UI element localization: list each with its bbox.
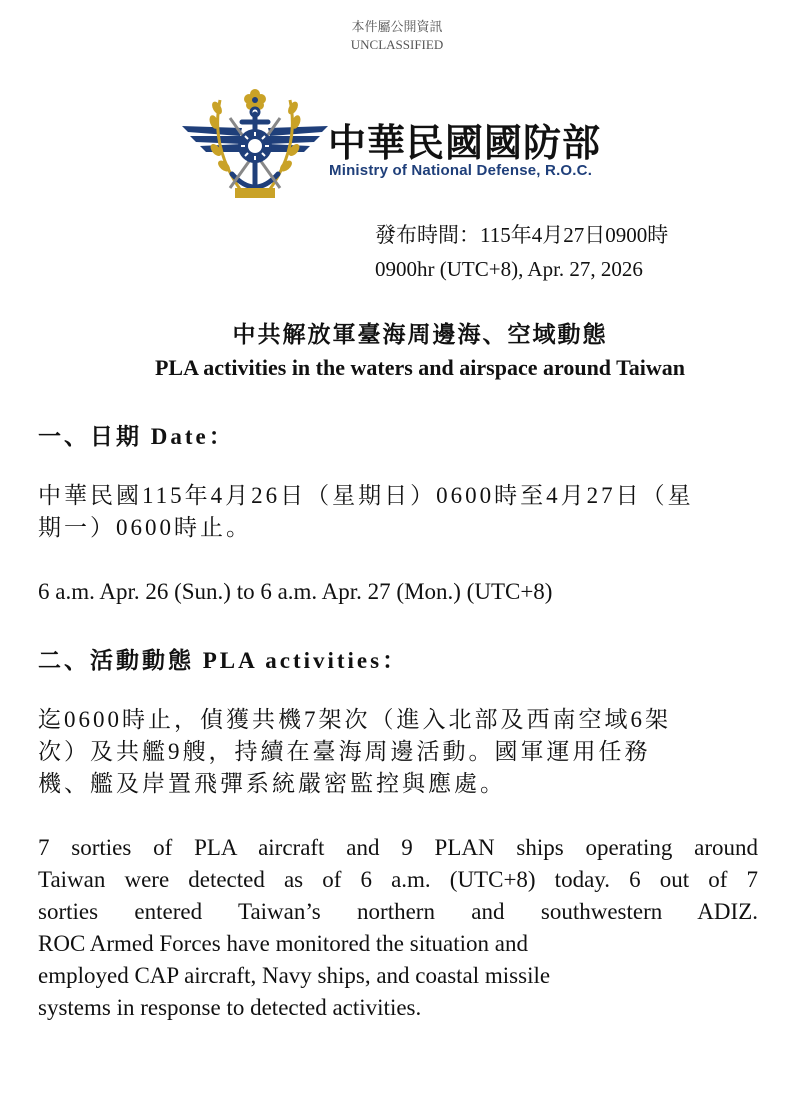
section-date-zh-line: 中華民國115年4月26日（星期日）0600時至4月27日（星 xyxy=(38,483,694,508)
section-activities-en-line: systems in response to detected activities. xyxy=(38,995,422,1020)
title-en: PLA activities in the waters and airspace around Taiwan xyxy=(154,355,686,380)
section-date-en: 6 a.m. Apr. 26 (Sun.) to 6 a.m. Apr. 27 (Mon.) (UTC+8) xyxy=(38,579,553,604)
section-activities-en xyxy=(38,832,758,1024)
section-date-zh xyxy=(38,480,758,544)
title-zh: 中共解放軍臺海周邊海、空域動態 xyxy=(232,322,608,347)
mnd-emblem-icon xyxy=(180,88,330,206)
release-time-zh: 發布時間：115年4月27日0900時 xyxy=(375,223,669,247)
section-activities-en-line: employed CAP aircraft, Navy ships, and coastal missile xyxy=(38,963,551,988)
classification-banner xyxy=(0,18,794,54)
document-title xyxy=(0,318,794,384)
section-activities-zh-line: 迄0600時止，偵獲共機7架次（進入北部及西南空域6架 xyxy=(38,707,671,732)
release-time-en: 0900hr (UTC+8), Apr. 27, 2026 xyxy=(375,257,643,281)
section-activities-zh-line: 次）及共艦9艘，持續在臺海周邊活動。國軍運用任務 xyxy=(38,739,651,764)
section-date-heading: 一、日期 Date： xyxy=(38,424,235,449)
section-activities-en-line: sorties entered Taiwan’s northern and southwestern ADIZ. xyxy=(38,899,758,924)
section-activities-zh xyxy=(38,704,758,800)
section-activities-en-line: 7 sorties of PLA aircraft and 9 PLAN ships operating around xyxy=(38,835,758,860)
classification-en: UNCLASSIFIED xyxy=(350,37,444,52)
section-activities-zh-line: 機、艦及岸置飛彈系統嚴密監控與應處。 xyxy=(38,771,506,796)
section-activities-en-line: ROC Armed Forces have monitored the situation and xyxy=(38,931,528,956)
org-name-zh: 中華民國國防部 xyxy=(328,121,602,165)
section-date-zh-line: 期一）0600時止。 xyxy=(38,515,252,540)
classification-zh: 本件屬公開資訊 xyxy=(351,19,443,34)
section-activities-en-line: Taiwan were detected as of 6 a.m. (UTC+8) today. 6 out of 7 xyxy=(38,867,758,892)
org-name-en: Ministry of National Defense, R.O.C. xyxy=(329,162,593,179)
section-activities-heading: 二、活動動態 PLA activities： xyxy=(38,648,409,673)
release-time xyxy=(375,218,668,286)
